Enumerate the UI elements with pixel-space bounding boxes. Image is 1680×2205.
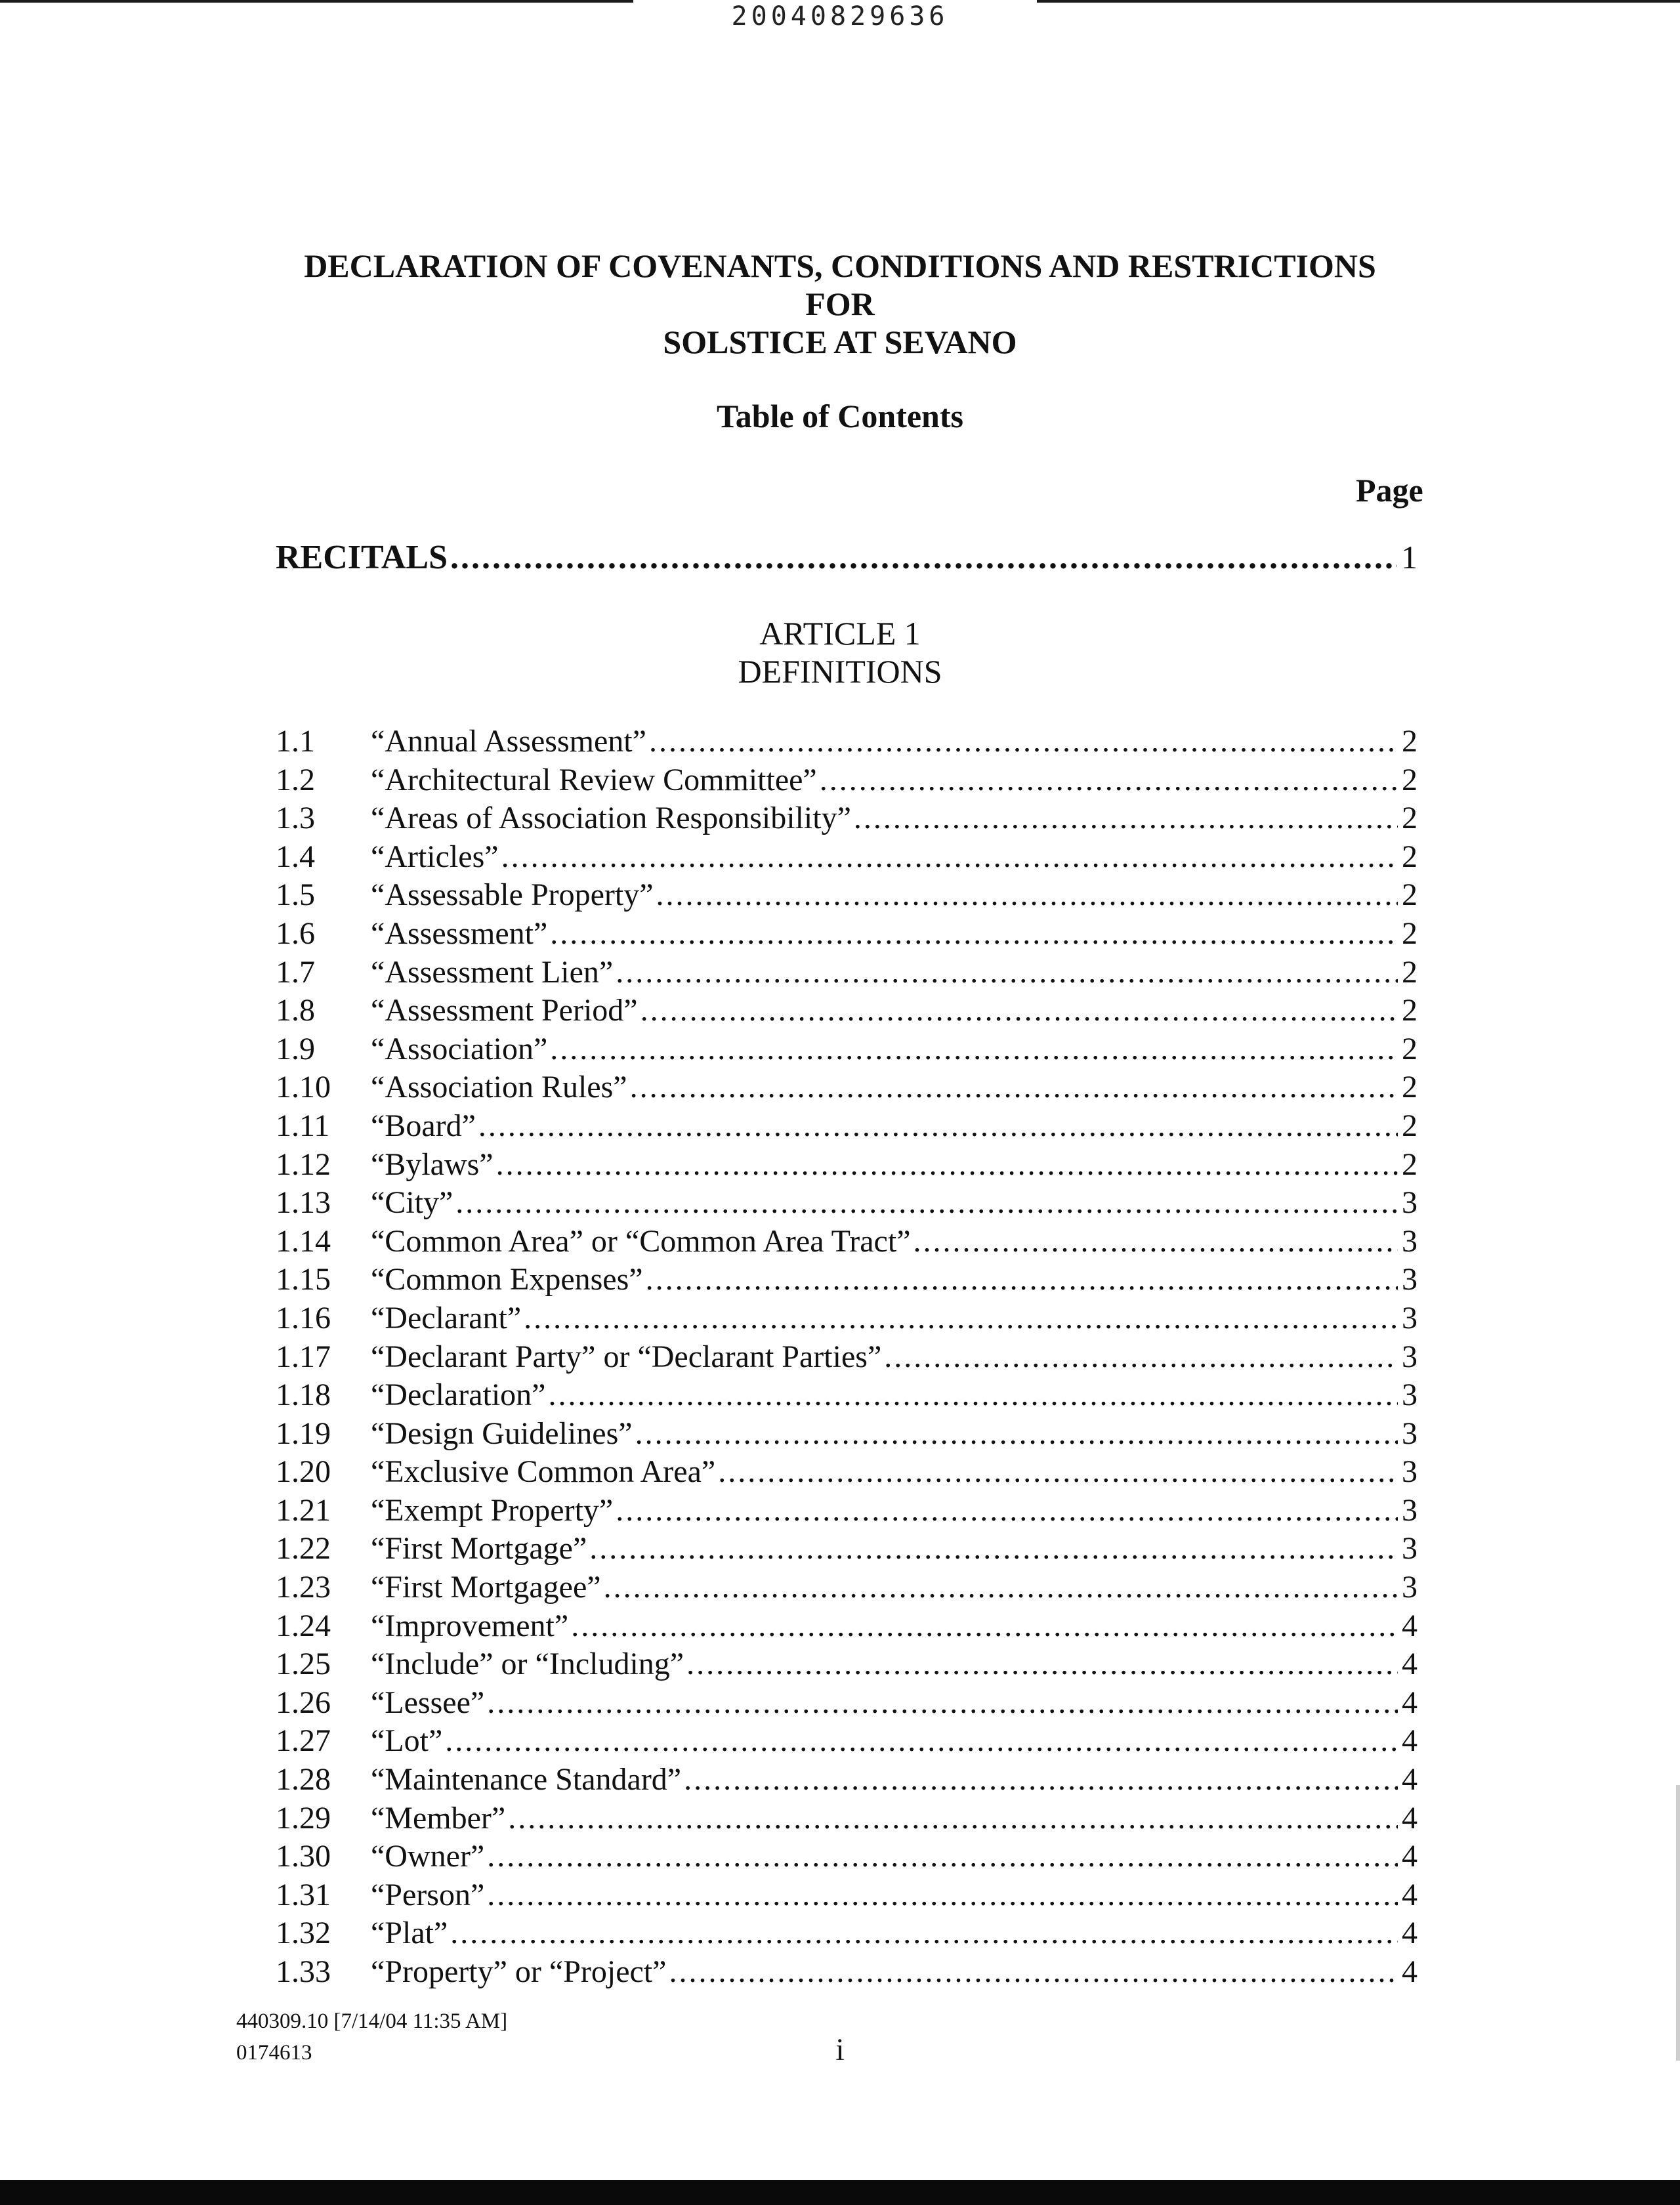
- toc-entry[interactable]: [276, 1915, 1418, 1954]
- toc-entry[interactable]: [276, 1261, 1418, 1300]
- entry-number: 1.4: [276, 839, 315, 874]
- entry-term: “Plat”: [371, 1916, 448, 1951]
- entry-number: 1.9: [276, 1031, 315, 1066]
- scan-edge-right: [1676, 1785, 1680, 2061]
- dot-leader: [640, 992, 1398, 1028]
- dot-leader: [501, 839, 1398, 875]
- entry-page: 3: [1402, 1185, 1418, 1221]
- recitals-label: RECITALS: [276, 539, 448, 576]
- entry-number: 1.12: [276, 1146, 331, 1182]
- toc-entries: [276, 723, 1418, 1992]
- dot-leader: [684, 1761, 1398, 1797]
- entry-term: “Board”: [371, 1108, 476, 1143]
- entry-term: “Lot”: [371, 1723, 443, 1759]
- toc-entry[interactable]: [276, 915, 1418, 954]
- toc-entry[interactable]: [276, 1685, 1418, 1723]
- dot-leader: [478, 1108, 1398, 1144]
- toc-entry[interactable]: [276, 800, 1418, 839]
- toc-entry[interactable]: [276, 1108, 1418, 1146]
- dot-leader: [487, 1685, 1398, 1721]
- entry-page: 2: [1402, 801, 1418, 836]
- entry-page: 4: [1402, 1954, 1418, 1989]
- entry-term: “Lessee”: [371, 1685, 485, 1720]
- entry-term: “Property” or “Project”: [371, 1954, 667, 1989]
- entry-number: 1.11: [276, 1108, 330, 1143]
- entry-term: “Exempt Property”: [371, 1492, 614, 1528]
- title-line-2: FOR: [805, 285, 875, 322]
- entry-term: “First Mortgagee”: [371, 1570, 601, 1605]
- entry-page: 4: [1402, 1839, 1418, 1874]
- entry-number: 1.30: [276, 1839, 331, 1874]
- toc-entry[interactable]: [276, 1454, 1418, 1492]
- toc-entry[interactable]: [276, 762, 1418, 801]
- title-line-3: SOLSTICE AT SEVANO: [663, 324, 1017, 360]
- entry-page: 3: [1402, 1262, 1418, 1297]
- entry-number: 1.33: [276, 1954, 331, 1989]
- toc-entry[interactable]: [276, 1646, 1418, 1685]
- dot-leader: [649, 723, 1398, 759]
- entry-page: 2: [1402, 1031, 1418, 1066]
- entry-term: “Declaration”: [371, 1377, 546, 1413]
- entry-number: 1.31: [276, 1877, 331, 1912]
- entry-number: 1.27: [276, 1723, 331, 1759]
- entry-term: “Improvement”: [371, 1608, 569, 1643]
- toc-entry[interactable]: [276, 723, 1418, 762]
- entry-term: “Declarant”: [371, 1300, 522, 1335]
- entry-number: 1.32: [276, 1916, 331, 1951]
- entry-term: “Assessable Property”: [371, 877, 654, 913]
- dot-leader: [820, 762, 1398, 798]
- entry-number: 1.2: [276, 762, 315, 797]
- entry-term: “Assessment Lien”: [371, 954, 614, 990]
- dot-leader: [571, 1608, 1398, 1644]
- document-title: [0, 247, 1680, 361]
- entry-page: 3: [1402, 1531, 1418, 1566]
- entry-number: 1.28: [276, 1762, 331, 1797]
- dot-leader: [550, 915, 1398, 952]
- entry-page: 3: [1402, 1570, 1418, 1605]
- dot-leader: [635, 1416, 1398, 1452]
- toc-entry[interactable]: [276, 1300, 1418, 1339]
- entry-number: 1.6: [276, 915, 315, 951]
- entry-page: 4: [1402, 1762, 1418, 1797]
- entry-term: “First Mortgage”: [371, 1531, 587, 1566]
- toc-heading: Table of Contents: [717, 398, 963, 434]
- footer-code-line-1: 440309.10 [7/14/04 11:35 AM]: [236, 2009, 508, 2033]
- entry-page: 4: [1402, 1800, 1418, 1836]
- entry-term: “Architectural Review Committee”: [371, 762, 817, 797]
- entry-term: “Member”: [371, 1800, 506, 1836]
- toc-entry[interactable]: [276, 1031, 1418, 1070]
- entry-page: 2: [1402, 915, 1418, 951]
- dot-leader: [589, 1530, 1398, 1566]
- toc-entry[interactable]: [276, 1608, 1418, 1647]
- toc-entry[interactable]: [276, 1069, 1418, 1108]
- toc-entry[interactable]: [276, 1377, 1418, 1416]
- entry-number: 1.10: [276, 1070, 331, 1105]
- entry-number: 1.14: [276, 1223, 331, 1259]
- dot-leader: [508, 1800, 1398, 1836]
- dot-leader: [550, 1031, 1398, 1067]
- dot-leader: [854, 800, 1398, 836]
- toc-entry[interactable]: [276, 992, 1418, 1031]
- entry-page: 2: [1402, 954, 1418, 990]
- dot-leader: [914, 1223, 1398, 1259]
- dot-leader: [487, 1877, 1398, 1913]
- entry-number: 1.18: [276, 1377, 331, 1413]
- dot-leader: [686, 1646, 1398, 1682]
- entry-term: “Association”: [371, 1031, 548, 1066]
- entry-page: 3: [1402, 1223, 1418, 1259]
- entry-term: “Assessment”: [371, 915, 548, 951]
- entry-number: 1.29: [276, 1800, 331, 1836]
- dot-leader: [718, 1454, 1398, 1490]
- entry-page: 2: [1402, 877, 1418, 913]
- dot-leader: [445, 1723, 1398, 1759]
- entry-page: 2: [1402, 993, 1418, 1028]
- entry-page: 4: [1402, 1685, 1418, 1720]
- dot-leader: [616, 1492, 1398, 1528]
- dot-leader: [604, 1569, 1398, 1605]
- entry-page: 2: [1402, 839, 1418, 874]
- toc-entry[interactable]: [276, 1185, 1418, 1223]
- entry-term: “Declarant Party” or “Declarant Parties”: [371, 1339, 882, 1374]
- article-heading: [0, 614, 1680, 690]
- entry-number: 1.26: [276, 1685, 331, 1720]
- toc-entry[interactable]: [276, 1223, 1418, 1262]
- entry-page: 4: [1402, 1608, 1418, 1643]
- entry-number: 1.20: [276, 1454, 331, 1490]
- entry-term: “Areas of Association Responsibility”: [371, 801, 851, 836]
- entry-page: 3: [1402, 1416, 1418, 1451]
- entry-page: 2: [1402, 762, 1418, 797]
- entry-number: 1.13: [276, 1185, 331, 1221]
- entry-page: 3: [1402, 1300, 1418, 1335]
- entry-term: “Exclusive Common Area”: [371, 1454, 716, 1490]
- article-label: ARTICLE 1: [759, 615, 921, 652]
- entry-number: 1.16: [276, 1300, 331, 1335]
- page-number: i: [835, 2032, 845, 2067]
- entry-page: 2: [1402, 1108, 1418, 1143]
- dot-leader: [450, 1915, 1398, 1951]
- entry-term: “Maintenance Standard”: [371, 1762, 682, 1797]
- toc-entry[interactable]: [276, 1838, 1418, 1877]
- toc-entry[interactable]: [276, 1723, 1418, 1761]
- dot-leader: [656, 877, 1398, 913]
- dot-leader: [616, 954, 1398, 990]
- entry-page: 2: [1402, 1070, 1418, 1105]
- scan-border-bottom: [0, 2180, 1680, 2205]
- toc-entry[interactable]: [276, 1416, 1418, 1454]
- dot-leader: [646, 1261, 1398, 1297]
- toc-entry[interactable]: [276, 1800, 1418, 1839]
- dot-leader: [487, 1838, 1398, 1874]
- entry-number: 1.21: [276, 1492, 331, 1528]
- entry-term: “City”: [371, 1185, 453, 1221]
- entry-term: “Person”: [371, 1877, 485, 1912]
- entry-number: 1.5: [276, 877, 315, 913]
- toc-entry[interactable]: [276, 1146, 1418, 1185]
- entry-term: “Design Guidelines”: [371, 1416, 633, 1451]
- entry-number: 1.22: [276, 1531, 331, 1566]
- entry-number: 1.25: [276, 1647, 331, 1682]
- entry-number: 1.23: [276, 1570, 331, 1605]
- entry-page: 3: [1402, 1377, 1418, 1413]
- dot-leader: [455, 1185, 1398, 1221]
- entry-number: 1.1: [276, 724, 315, 759]
- entry-number: 1.19: [276, 1416, 331, 1451]
- entry-term: “Bylaws”: [371, 1146, 494, 1182]
- entry-number: 1.8: [276, 993, 315, 1028]
- entry-page: 3: [1402, 1339, 1418, 1374]
- footer-code-line-2: 0174613: [236, 2041, 312, 2065]
- entry-page: 4: [1402, 1877, 1418, 1912]
- entry-number: 1.24: [276, 1608, 331, 1643]
- entry-page: 4: [1402, 1723, 1418, 1759]
- entry-term: “Association Rules”: [371, 1070, 627, 1105]
- toc-entry[interactable]: [276, 1339, 1418, 1377]
- recitals-page: 1: [1401, 539, 1418, 576]
- toc-entry[interactable]: [276, 1761, 1418, 1800]
- toc-entry[interactable]: [276, 839, 1418, 877]
- toc-entry[interactable]: [276, 954, 1418, 993]
- toc-entry-recitals[interactable]: [276, 538, 1418, 577]
- dot-leader: [524, 1300, 1398, 1336]
- page-column-heading: Page: [1356, 472, 1423, 509]
- entry-number: 1.15: [276, 1262, 331, 1297]
- entry-term: “Assessment Period”: [371, 993, 638, 1028]
- entry-term: “Annual Assessment”: [371, 724, 646, 759]
- entry-number: 1.3: [276, 801, 315, 836]
- entry-number: 1.17: [276, 1339, 331, 1374]
- document-number: 20040829636: [731, 1, 949, 32]
- article-title: DEFINITIONS: [738, 653, 942, 690]
- entry-page: 4: [1402, 1647, 1418, 1682]
- dot-leader: [450, 538, 1397, 577]
- entry-term: “Common Expenses”: [371, 1262, 643, 1297]
- title-line-1: DECLARATION OF COVENANTS, CONDITIONS AND RESTRICTIONS: [304, 247, 1376, 284]
- dot-leader: [548, 1377, 1398, 1413]
- toc-entry[interactable]: [276, 877, 1418, 915]
- dot-leader: [669, 1954, 1398, 1990]
- toc-entry[interactable]: [276, 1877, 1418, 1916]
- entry-term: “Articles”: [371, 839, 499, 874]
- entry-term: “Include” or “Including”: [371, 1647, 684, 1682]
- entry-page: 2: [1402, 724, 1418, 759]
- entry-term: “Common Area” or “Common Area Tract”: [371, 1223, 911, 1259]
- entry-page: 4: [1402, 1916, 1418, 1951]
- entry-number: 1.7: [276, 954, 315, 990]
- toc-entry[interactable]: [276, 1954, 1418, 1992]
- dot-leader: [884, 1339, 1398, 1375]
- entry-page: 2: [1402, 1146, 1418, 1182]
- entry-term: “Owner”: [371, 1839, 485, 1874]
- dot-leader: [630, 1069, 1398, 1105]
- dot-leader: [496, 1146, 1398, 1183]
- entry-page: 3: [1402, 1454, 1418, 1490]
- entry-page: 3: [1402, 1492, 1418, 1528]
- toc-entry[interactable]: [276, 1569, 1418, 1608]
- toc-entry[interactable]: [276, 1530, 1418, 1569]
- toc-entry[interactable]: [276, 1492, 1418, 1531]
